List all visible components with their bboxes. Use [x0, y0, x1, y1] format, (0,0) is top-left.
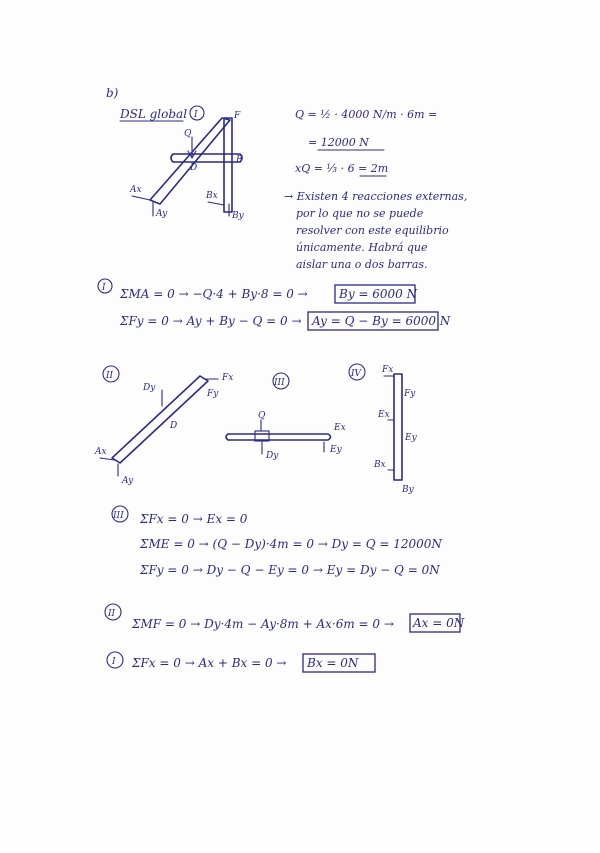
label-d: D — [190, 163, 198, 173]
roman-II: II — [106, 371, 114, 381]
vertical-bar — [224, 118, 232, 212]
label-ey-IV: Ey — [405, 433, 417, 443]
label-by: By — [232, 211, 244, 221]
label-ax-II: Ax — [95, 447, 107, 457]
roman-I-eq: I — [102, 283, 106, 293]
load-calc-line2: = 12000 N — [308, 136, 369, 149]
label-fx-II: Fx — [222, 373, 234, 383]
label-fx-IV: Fx — [382, 365, 394, 375]
label-ey-III: Ey — [330, 445, 342, 455]
note-line-3: resolver con este equilibrio — [296, 224, 449, 237]
roman-III: III — [274, 378, 285, 388]
load-calc-line3: xQ = ⅓ · 6 = 2m — [295, 162, 389, 175]
bar-II — [112, 376, 208, 463]
label-ex-IV: Ex — [378, 410, 390, 420]
label-by-IV: By — [402, 485, 414, 495]
eq-II-result: Ax = 0N — [413, 616, 465, 630]
roman-IV: IV — [351, 369, 362, 379]
ax-arrow — [132, 196, 150, 200]
roman-I-eq-b: I — [112, 657, 116, 667]
eq-I-result1: By = 6000 N — [339, 287, 418, 301]
roman-II-eq: II — [108, 609, 116, 619]
dsl-title: DSL global — [120, 107, 188, 121]
label-f: F — [234, 111, 241, 121]
bar-IV-diagram — [384, 374, 402, 480]
eq-III-line2: ΣME = 0 → (Q − Dy)·4m = 0 → Dy = Q = 12000N — [140, 537, 442, 551]
label-bx-IV: Bx — [374, 460, 386, 470]
label-fy-II: Fy — [207, 389, 219, 399]
bar-III-diagram — [226, 420, 331, 454]
note-line-5: aislar una o dos barras. — [296, 258, 428, 271]
eq-I-b-line1: ΣFx = 0 → Ax + Bx = 0 → — [132, 656, 287, 670]
label-e: E — [236, 155, 243, 165]
note-line-1: → Existen 4 reacciones externas, — [284, 190, 468, 203]
label-ex-III: Ex — [334, 423, 346, 433]
label-ay-II: Ay — [122, 476, 134, 486]
roman-III-eq: III — [113, 511, 124, 521]
load-calc-line1: Q = ½ · 4000 N/m · 6m = — [295, 108, 438, 121]
eq-I-line1: ΣMA = 0 → −Q·4 + By·8 = 0 → — [120, 287, 308, 301]
eq-III-line3: ΣFy = 0 → Dy − Q − Ey = 0 → Ey = Dy − Q = 0N — [140, 563, 440, 577]
note-line-2: por lo que no se puede — [296, 207, 424, 220]
label-fy-IV: Fy — [404, 389, 416, 399]
eq-I-result2: Ay = Q − By = 6000 N — [312, 314, 451, 328]
label-q-III: Q — [258, 411, 266, 421]
bx-arrow — [208, 202, 224, 205]
label-bx: Bx — [206, 191, 218, 201]
roman-numeral: I — [194, 110, 198, 120]
bar-IV — [394, 374, 402, 480]
note-line-4: únicamente. Habrá que — [296, 241, 428, 254]
bar-II-diagram — [100, 376, 218, 476]
label-d-II: D — [170, 421, 178, 431]
section-label: b) — [106, 86, 119, 100]
label-ax: Ax — [130, 185, 142, 195]
label-dy-II: Dy — [143, 383, 156, 393]
label-ay: Ay — [156, 209, 168, 219]
label-q: Q — [184, 129, 192, 139]
label-dy-III: Dy — [266, 451, 279, 461]
bar-III — [226, 434, 331, 440]
eq-II-line1: ΣMF = 0 → Dy·4m − Ay·8m + Ax·6m = 0 → — [132, 617, 394, 631]
eq-III-line1: ΣFx = 0 → Ex = 0 — [140, 512, 248, 526]
eq-I-b-result: Bx = 0N — [307, 656, 359, 670]
eq-I-line2: ΣFy = 0 → Ay + By − Q = 0 → — [120, 314, 302, 328]
